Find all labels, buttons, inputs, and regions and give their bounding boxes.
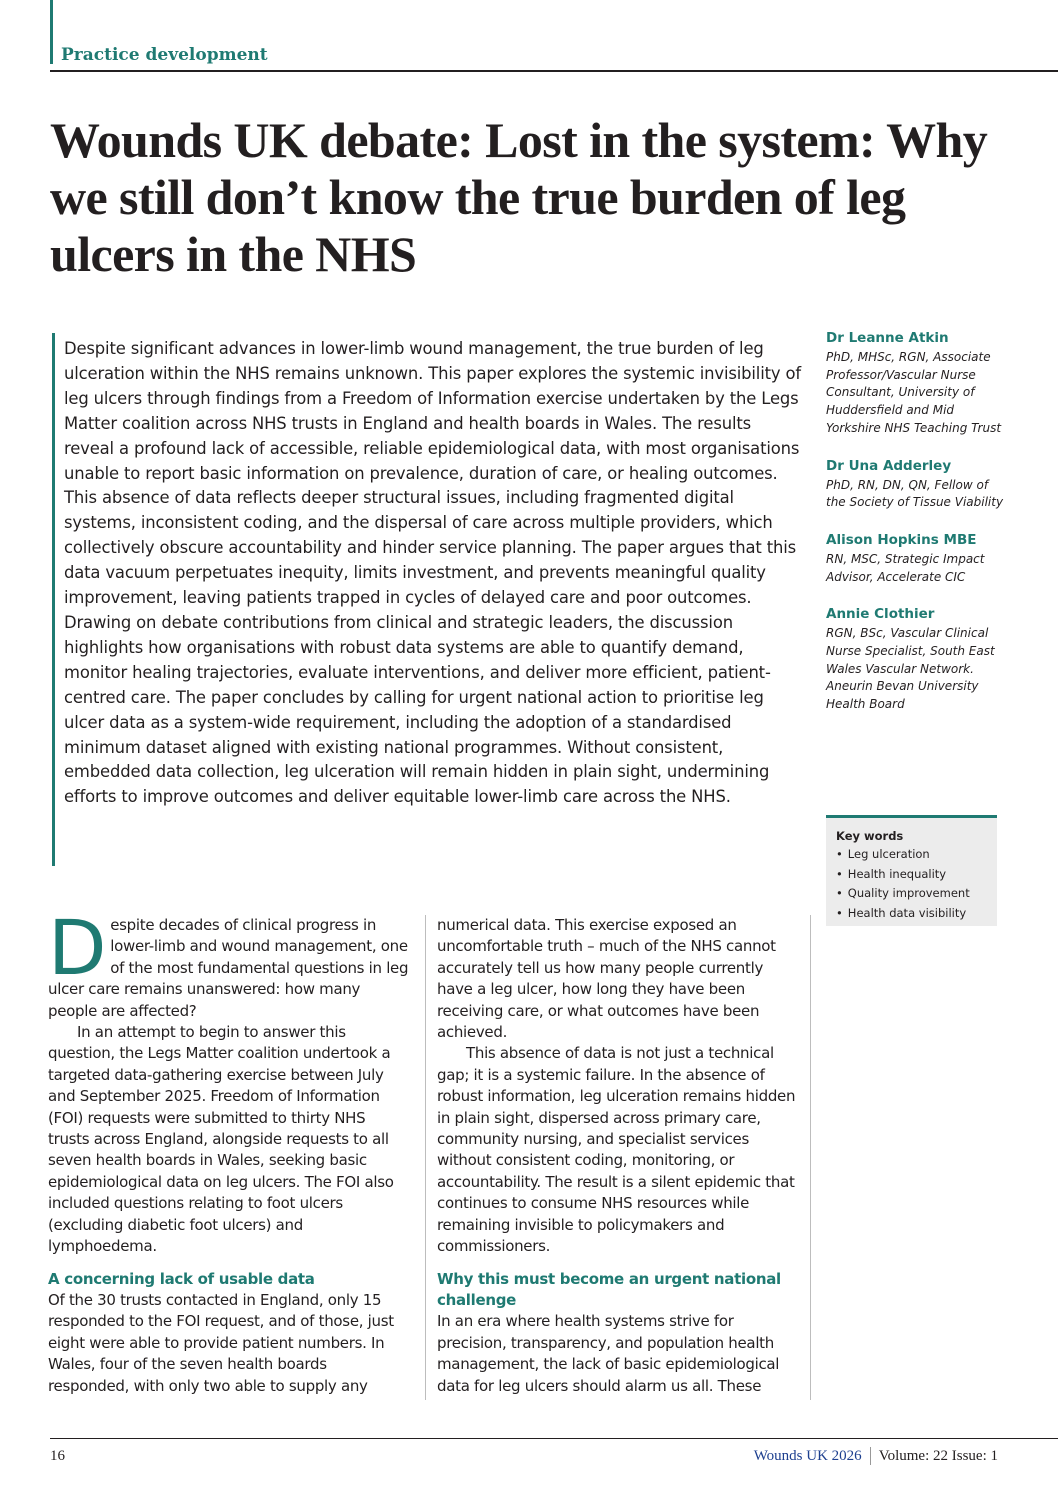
keyword-item: • Quality improvement	[836, 884, 987, 904]
body-column-1	[48, 903, 410, 1397]
author-name: Alison Hopkins MBE	[826, 531, 977, 548]
author-affiliation: RN, MSC, Strategic Impact Advisor, Accelerate CIC	[826, 551, 985, 584]
keywords-box	[826, 815, 997, 926]
journal-name: Wounds UK 2026	[753, 1447, 862, 1464]
body-paragraph: This absence of data is not just a technical gap; it is a systemic failure. In the absence of robust information, leg ulceration remains hidden in plain sight, dispersed across primary care, community nursing, and specialist services without consistent coding, monitoring, or accountability. The result is a silent epidemic that continues to consume NHS resources while remaining invisible to policymakers and commissioners.	[437, 1044, 796, 1256]
abstract-accent-bar	[52, 333, 55, 866]
abstract: Despite significant advances in lower-limb wound management, the true burden of leg ulceration within the NHS remains unknown. This paper explores the systemic invisibility of leg ulcers through findings from a Freedom of Information exercise undertaken by the Legs Matter coalition across NHS trusts in England and health boards in Wales. The results reveal a profound lack of accessible, reliable epidemiological data, with most organisations unable to report basic information on prevalence, duration of care, or healing outcomes. This absence of data reflects deeper structural issues, including fragmented digital systems, inconsistent coding, and the dispersal of care across multiple providers, which collectively obscure accountability and hinder service planning. The paper argues that this data vacuum perpetuates inequity, limits investment, and prevents meaningful quality improvement, leaving patients trapped in cycles of delayed care and poor outcomes. Drawing on debate contributions from clinical and strategic leaders, the discussion highlights how organisations with robust data systems are able to quantify demand, monitor healing trajectories, evaluate interventions, and deliver more efficient, patient-centred care. The paper concludes by calling for urgent national action to prioritise leg ulcer data as a system-wide requirement, including the adoption of a standardised minimum dataset aligned with existing national programmes. Without consistent, embedded data collection, leg ulceration will remain hidden in plain sight, undermining efforts to improve outcomes and deliver equitable lower-limb care across the NHS.	[64, 339, 801, 807]
keywords-list	[836, 845, 987, 923]
header-rule	[50, 70, 1058, 72]
author-name: Dr Una Adderley	[826, 457, 952, 474]
column-divider	[810, 915, 811, 1400]
author-name: Annie Clothier	[826, 606, 935, 623]
body-column-2	[437, 915, 799, 1397]
author-affiliation: PhD, RN, DN, QN, Fellow of the Society of Tissue Viability	[826, 477, 1004, 510]
section-label: Practice development	[61, 45, 268, 65]
body-paragraph: Of the 30 trusts contacted in England, only 15 responded to the FOI request, and of those, just eight were able to provide patient numbers. In Wales, four of the seven health boards responded, with only two able to supply any	[48, 1290, 394, 1395]
section-heading: Why this must become an urgent national challenge	[437, 1269, 781, 1309]
drop-cap: D	[48, 903, 107, 992]
author-entry	[826, 328, 1006, 438]
volume-issue: Volume: 22 Issue: 1	[878, 1447, 998, 1464]
body-paragraph: numerical data. This exercise exposed an uncomfortable truth – much of the NHS cannot accurately tell us how many people currently have a leg ulcer, how long they have been receiving care, or what outcomes have been achieved.	[437, 916, 776, 1042]
keyword-item: • Health data visibility	[836, 904, 987, 924]
keyword-item: • Leg ulceration	[836, 845, 987, 865]
author-affiliation: PhD, MHSc, RGN, Associate Professor/Vascular Nurse Consultant, University of Huddersfield and Mid Yorkshire NHS Teaching Trust	[826, 350, 1002, 435]
author-name: Dr Leanne Atkin	[826, 330, 949, 346]
footer-rule	[50, 1438, 1058, 1439]
column-divider	[425, 915, 426, 1400]
footer-separator	[870, 1447, 871, 1465]
body-paragraph	[48, 903, 410, 1022]
keywords-title: Key words	[836, 829, 904, 843]
article-title: Wounds UK debate: Lost in the system: Why we still don’t know the true burden of leg ulcers in the NHS	[50, 112, 988, 282]
page-number: 16	[50, 1448, 65, 1464]
body-paragraph: In an era where health systems strive for precision, transparency, and population health management, the lack of basic epidemiological data for leg ulcers should alarm us all. These	[437, 1312, 780, 1395]
paragraph-text: espite decades of clinical progress in lower-limb and wound management, one of the most fundamental questions in leg ulcer care remains unanswered: how many people are affected?	[48, 916, 409, 1020]
footer-citation	[754, 1447, 998, 1465]
section-heading: A concerning lack of usable data	[48, 1269, 315, 1288]
author-list	[826, 328, 1006, 732]
author-entry	[826, 604, 1006, 714]
section-accent-bar	[50, 0, 53, 64]
body-paragraph: In an attempt to begin to answer this question, the Legs Matter coalition undertook a targeted data-gathering exercise between July and September 2025. Freedom of Information (FOI) requests were submitted to thirty NHS trusts across England, alongside requests to all seven health boards in Wales, seeking basic epidemiological data on leg ulcers. The FOI also included questions relating to foot ulcers (excluding diabetic foot ulcers) and lymphoedema.	[48, 1023, 394, 1256]
keyword-item: • Health inequality	[836, 865, 987, 885]
author-affiliation: RGN, BSc, Vascular Clinical Nurse Specialist, South East Wales Vascular Network. Aneurin Bevan University Health Board	[826, 626, 995, 712]
author-entry	[826, 530, 1006, 586]
author-entry	[826, 456, 1006, 512]
